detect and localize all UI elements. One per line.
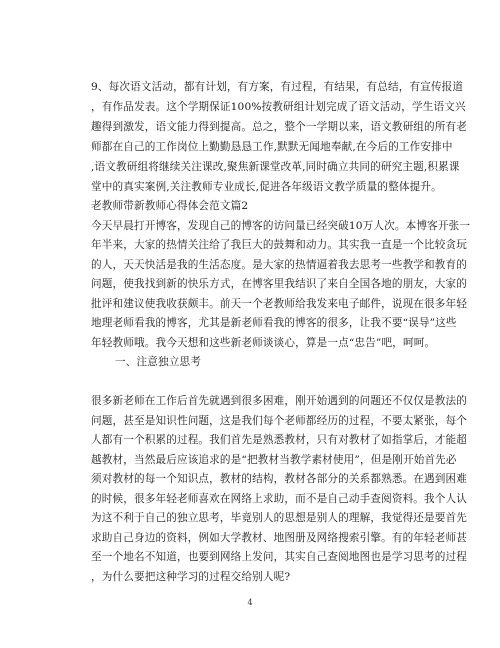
- subheading: 一、注意独立思考: [115, 356, 201, 368]
- text-line: 为这不利于自己的独立思考，毕竟别人的思想是别人的理解，我觉得还是要首先: [91, 512, 468, 524]
- text-line: 问题，甚至是知识性问题，这是我们每个老师都经历的过程，不要太紧张，每个: [91, 415, 468, 427]
- text-line: 越教材，当然最后应该追求的是“把教材当教学素材使用”，但是刚开始首先必: [91, 454, 457, 466]
- text-line: 至一个地名不知道，也要到网络上发问，其实自己查阅地图也是学习思考的过程: [91, 551, 468, 563]
- text-line: 人都有一个积累的过程。我们首先是熟悉教材，只有对教材了如指掌后，才能超: [91, 434, 468, 446]
- page-number: 4: [247, 598, 253, 607]
- text-line: 地理老师看我的博客，尤其是新老师看我的博客的很多，让我不要“误导”这些: [91, 317, 457, 329]
- text-line: 今天早晨打开博客，发现自己的博客的访问量已经突破10万人次。本博客开张一: [91, 220, 471, 232]
- text-line: 批评和建议使我收获颇丰。前天一个老教师给我发来电子邮件，说现在很多年轻: [91, 298, 468, 310]
- text-line: 师都在自己的工作岗位上勤勤恳恳工作,默默无闻地奉献,在今后的工作安排中: [91, 141, 453, 153]
- text-line: 年半来，大家的热情关注给了我巨大的鼓舞和动力。其实我一直是一个比较贪玩: [91, 239, 468, 251]
- section-title: 老教师带新教师心得体会范文篇2: [91, 200, 249, 212]
- text-line: ,语文教研组将继续关注课改,聚焦新课堂改革,同时确立共同的研究主题,积累课: [91, 161, 460, 173]
- text-line: 的人，天天快活是我的生活态度。是大家的热情逼着我去思考一些教学和教育的: [91, 259, 468, 271]
- text-line: 的时候，很多年轻老师喜欢在网络上求助，而不是自己动手查阅资料。我个人认: [91, 493, 468, 505]
- text-line: 堂中的真实案例,关注教师专业成长,促进各年级语文教学质量的整体提升。: [91, 181, 442, 193]
- text-line: ，有作品发表。这个学期保证100%按教研组计划完成了语文活动，学生语文兴: [91, 101, 466, 113]
- text-line: 很多新老师在工作后首先就遇到很多困难，刚开始遇到的问题还不仅仅是教法的: [91, 395, 468, 407]
- text-line: 趣得到激发，语文能力得到提高。总之，整个一学期以来，语文教研组的所有老: [91, 121, 468, 133]
- text-line: 问题，使我找到新的快乐方式，在博客里我结识了来自全国各地的朋友，大家的: [91, 278, 468, 290]
- text-line: 年轻教师哦。我今天想和这些新老师谈谈心，算是一点“忠告”吧，呵呵。: [91, 337, 436, 349]
- text-line: 须对教材的每一个知识点，教材的结构，教材各部分的关系都熟悉。在遇到困难: [91, 473, 468, 485]
- text-line: 求助自己身边的资料，例如大学教材、地图册及网络搜索引擎。有的年轻老师甚: [91, 532, 468, 544]
- text-line: 9、每次语文活动，都有计划，有方案，有过程，有结果，有总结，有宣传报道: [91, 81, 464, 93]
- text-line: ，为什么要把这种学习的过程交给别人呢?: [91, 571, 291, 583]
